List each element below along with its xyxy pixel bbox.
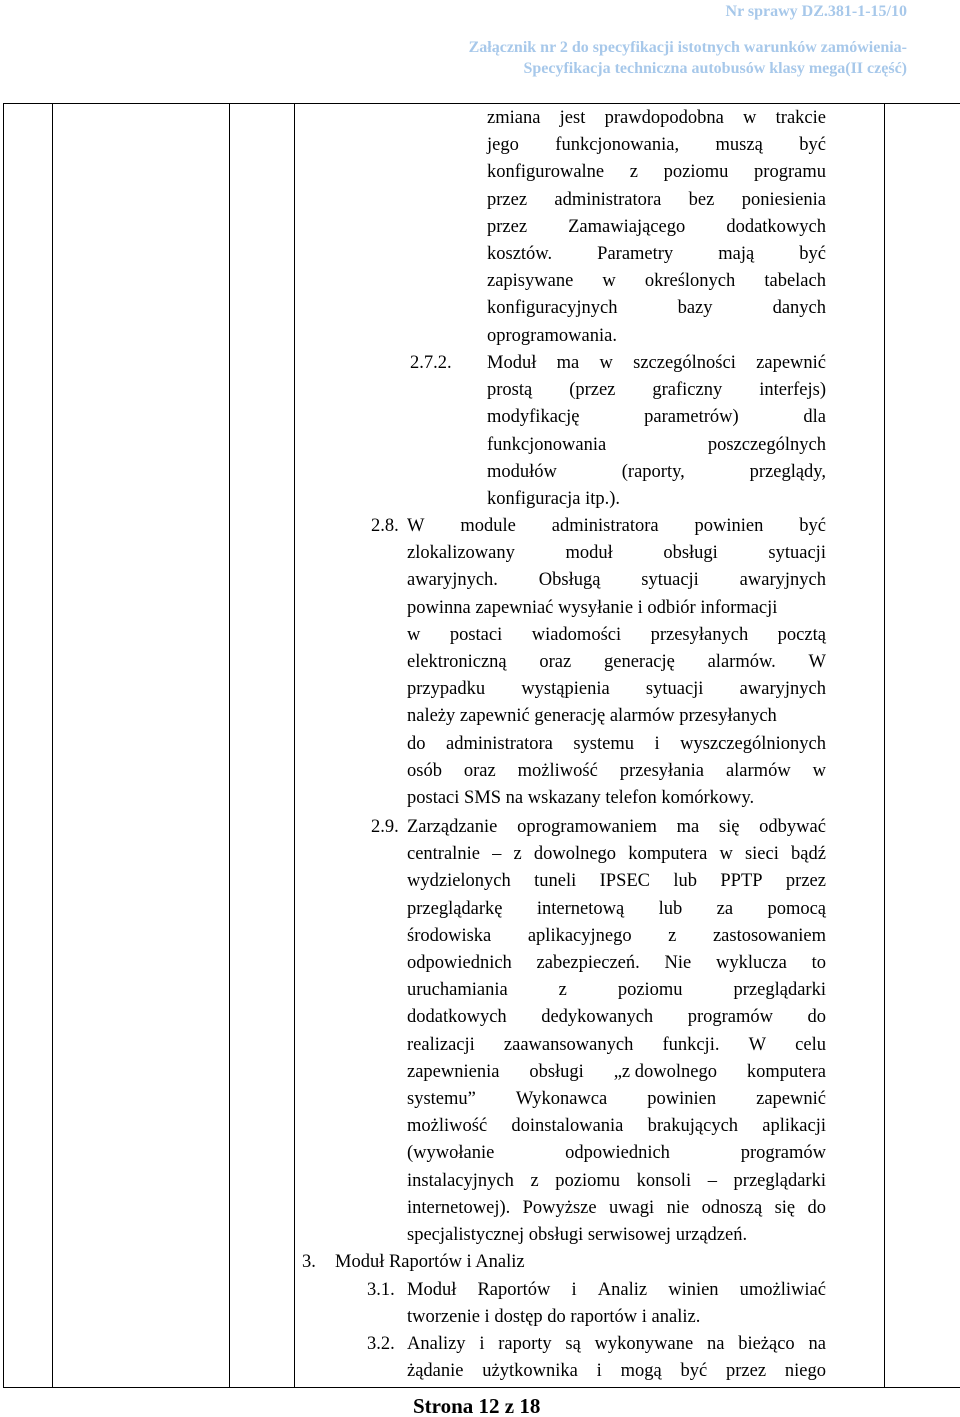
text-line bbox=[407, 841, 826, 868]
word: wyklucza bbox=[715, 953, 787, 973]
word: W bbox=[407, 516, 425, 536]
word: być bbox=[799, 244, 826, 264]
text-line bbox=[487, 159, 826, 186]
text-line bbox=[407, 1304, 700, 1331]
word: programu bbox=[754, 162, 826, 183]
word: być bbox=[680, 1361, 708, 1382]
section-title: Moduł Raportów i Analiz bbox=[335, 1252, 525, 1272]
word: należy zapewnić generację alarmów przesyłanych bbox=[407, 706, 777, 727]
word: aplikacyjnego bbox=[527, 925, 632, 946]
word: systemu bbox=[573, 733, 634, 754]
word: (przez bbox=[569, 380, 616, 401]
word: module bbox=[460, 516, 516, 536]
word: i bbox=[479, 1334, 485, 1354]
word: odpowiednich bbox=[407, 953, 512, 973]
word: internetową bbox=[536, 898, 625, 919]
word: być bbox=[799, 516, 826, 536]
word: dedykowanych bbox=[541, 1007, 654, 1028]
word: zapisywane bbox=[487, 271, 574, 292]
word: konfiguracja itp.). bbox=[487, 489, 621, 509]
word: oraz bbox=[539, 652, 572, 672]
word: poziomu bbox=[617, 980, 683, 1001]
text-line bbox=[407, 1222, 747, 1249]
word: przez bbox=[785, 871, 826, 892]
word: alarmów. bbox=[707, 652, 776, 672]
word: parametrów) bbox=[644, 407, 739, 428]
column-divider bbox=[294, 104, 295, 1387]
text-line bbox=[487, 241, 826, 268]
word: Zarządzanie bbox=[407, 817, 498, 837]
text-line bbox=[407, 868, 826, 895]
word: zlokalizowany bbox=[407, 543, 515, 564]
word: jego bbox=[487, 135, 519, 156]
word: na bbox=[808, 1334, 826, 1354]
word: IPSEC bbox=[599, 871, 651, 892]
word: (wywołanie bbox=[407, 1143, 495, 1164]
word: Wykonawca bbox=[515, 1089, 608, 1109]
word: sieci bbox=[744, 844, 779, 865]
word: w bbox=[719, 844, 733, 865]
item-number: 2.9. bbox=[371, 817, 399, 837]
word: dowolnego bbox=[533, 844, 617, 865]
word: Parametry bbox=[597, 244, 674, 264]
text-line bbox=[407, 513, 826, 540]
word: konfigurowalne bbox=[487, 162, 605, 183]
text-line bbox=[487, 295, 826, 322]
word: Raportów bbox=[477, 1280, 551, 1300]
word: zapewnić bbox=[756, 353, 826, 373]
text-line bbox=[407, 1358, 826, 1385]
text-line bbox=[407, 1086, 826, 1113]
word: poziomu bbox=[555, 1170, 621, 1191]
word: odpowiednich bbox=[565, 1143, 670, 1164]
word: doinstalowania bbox=[511, 1116, 624, 1137]
word: przeglądarkę bbox=[407, 898, 503, 919]
word: moduł bbox=[565, 543, 613, 564]
text-line bbox=[407, 1004, 826, 1031]
word: do bbox=[407, 733, 426, 754]
word: w bbox=[602, 271, 616, 292]
word: W bbox=[808, 652, 826, 672]
text-line bbox=[407, 731, 826, 758]
word: powinien bbox=[694, 516, 764, 536]
page-number: Strona 12 z 18 bbox=[413, 1394, 541, 1417]
word: awaryjnych bbox=[739, 570, 826, 591]
text-line bbox=[407, 676, 826, 703]
word: interfejs) bbox=[759, 380, 826, 401]
word: dodatkowych bbox=[726, 216, 826, 237]
word: i bbox=[596, 1361, 602, 1382]
word: przez bbox=[487, 216, 528, 237]
text-line bbox=[407, 758, 826, 785]
text-line bbox=[487, 404, 826, 431]
word: funkcji. bbox=[662, 1034, 720, 1055]
word: bez bbox=[688, 189, 715, 210]
word: zmiana bbox=[487, 108, 541, 128]
word: Analizy bbox=[407, 1334, 466, 1354]
word: internetowej). bbox=[407, 1197, 511, 1218]
word: mogą bbox=[620, 1361, 662, 1382]
word: winien bbox=[668, 1280, 719, 1300]
word: modułów bbox=[487, 461, 557, 482]
word: przez bbox=[726, 1361, 767, 1382]
word: jest bbox=[559, 108, 586, 128]
word: prostą bbox=[487, 380, 533, 401]
section-number: 3. bbox=[302, 1252, 316, 1272]
word: wyszczególnionych bbox=[680, 733, 826, 754]
word: określonych bbox=[644, 271, 736, 292]
text-line bbox=[407, 622, 826, 649]
word: uruchamiania bbox=[407, 980, 508, 1001]
word: oprogramowaniem bbox=[517, 817, 657, 837]
word: danych bbox=[772, 298, 826, 319]
word: muszą bbox=[715, 135, 763, 156]
text-line bbox=[407, 1277, 826, 1304]
word: żądanie bbox=[407, 1361, 464, 1382]
text-line bbox=[407, 896, 826, 923]
attachment-title-line-2: Specyfikacja techniczna autobusów klasy mega(II część) bbox=[523, 60, 907, 77]
text-line bbox=[407, 1113, 826, 1140]
word: możliwość bbox=[517, 760, 598, 781]
text-line bbox=[487, 268, 826, 295]
word: W bbox=[748, 1034, 767, 1055]
word: kosztów. bbox=[487, 244, 553, 264]
word: systemu” bbox=[407, 1089, 476, 1109]
word: awaryjnych. bbox=[407, 570, 498, 591]
text-line bbox=[487, 350, 826, 377]
text-line bbox=[407, 1032, 826, 1059]
word: – bbox=[492, 844, 502, 865]
word: programów bbox=[687, 1007, 773, 1028]
word: możliwość bbox=[407, 1116, 488, 1137]
word: wykonywane bbox=[594, 1334, 694, 1354]
word: tabelach bbox=[764, 271, 826, 292]
word: niego bbox=[784, 1361, 826, 1382]
text-line bbox=[407, 785, 754, 812]
text-line bbox=[407, 649, 826, 676]
word: aplikacji bbox=[762, 1116, 826, 1137]
word: w bbox=[812, 760, 826, 781]
word: oprogramowania. bbox=[487, 325, 617, 346]
word: „z dowolnego bbox=[613, 1061, 717, 1082]
word: zaawansowanych bbox=[503, 1034, 634, 1055]
word: wydzielonych bbox=[407, 871, 511, 892]
word: graficzny bbox=[652, 380, 723, 401]
word: specjalistycznej obsługi serwisowej urządzeń. bbox=[407, 1225, 748, 1245]
word: Obsługą bbox=[538, 570, 601, 591]
word: elektroniczną bbox=[407, 652, 507, 672]
word: Moduł bbox=[487, 353, 537, 373]
word: lub bbox=[673, 871, 698, 892]
word: sytuacji bbox=[641, 570, 699, 591]
word: alarmów bbox=[725, 760, 791, 781]
item-number: 2.8. bbox=[371, 516, 399, 536]
column-divider bbox=[884, 104, 885, 1387]
word: osób bbox=[407, 760, 442, 781]
word: realizacji bbox=[407, 1034, 475, 1055]
text-line bbox=[487, 486, 620, 513]
text-line bbox=[487, 459, 826, 486]
word: postaci bbox=[449, 624, 503, 645]
word: z bbox=[558, 980, 567, 1001]
word: komputera bbox=[628, 844, 708, 865]
word: i bbox=[571, 1280, 577, 1300]
word: brakujących bbox=[647, 1116, 739, 1137]
word: tworzenie i dostęp do raportów i analiz. bbox=[407, 1307, 701, 1328]
word: ma bbox=[556, 353, 580, 373]
word: postaci SMS na wskazany telefon komórkowy. bbox=[407, 788, 755, 808]
word: przesyłania bbox=[619, 760, 705, 781]
word: konsoli bbox=[636, 1170, 692, 1191]
word: zapewnić bbox=[756, 1089, 826, 1109]
word: nie bbox=[666, 1197, 690, 1218]
word: instalacyjnych bbox=[407, 1170, 514, 1191]
word: środowiska bbox=[407, 925, 492, 946]
word: do bbox=[807, 1007, 826, 1028]
word: się bbox=[774, 1197, 796, 1218]
word: się bbox=[718, 817, 740, 837]
word: poszczególnych bbox=[707, 434, 826, 455]
word: i bbox=[654, 733, 660, 754]
word: raporty bbox=[498, 1334, 552, 1354]
item-number: 3.1. bbox=[367, 1280, 395, 1300]
word: Analiz bbox=[597, 1280, 648, 1300]
text-line bbox=[407, 977, 826, 1004]
word: być bbox=[799, 135, 826, 156]
text-line bbox=[487, 105, 826, 132]
word: przeglądarki bbox=[733, 980, 826, 1001]
word: centralnie bbox=[407, 844, 480, 865]
word: uwagi bbox=[608, 1197, 655, 1218]
word: programów bbox=[740, 1143, 826, 1164]
word: zabezpieczeń. bbox=[536, 953, 640, 973]
word: w bbox=[599, 353, 613, 373]
word: administratora bbox=[445, 733, 553, 754]
word: pocztą bbox=[777, 624, 826, 645]
word: – bbox=[707, 1170, 717, 1191]
word: wystąpienia bbox=[521, 679, 610, 700]
word: obsługi bbox=[663, 543, 718, 564]
word: umożliwiać bbox=[739, 1280, 826, 1300]
word: przez bbox=[487, 189, 528, 210]
word: funkcjonowania, bbox=[555, 135, 680, 156]
word: z bbox=[530, 1170, 539, 1191]
word: z bbox=[513, 844, 522, 865]
word: sytuacji bbox=[645, 679, 704, 700]
word: (raporty, bbox=[621, 461, 685, 482]
word: obsługi bbox=[529, 1061, 584, 1082]
word: komputera bbox=[746, 1061, 826, 1082]
word: Nie bbox=[664, 953, 692, 973]
word: lub bbox=[658, 898, 683, 919]
word: przypadku bbox=[407, 679, 486, 700]
word: PPTP bbox=[720, 871, 763, 892]
word: pomocą bbox=[767, 898, 826, 919]
attachment-title-line-1: Załącznik nr 2 do specyfikacji istotnych warunków zamówienia- bbox=[468, 39, 907, 56]
text-line bbox=[407, 567, 826, 594]
word: modyfikację bbox=[487, 407, 580, 428]
word: dodatkowych bbox=[407, 1007, 507, 1028]
text-line bbox=[407, 950, 826, 977]
word: w bbox=[743, 108, 757, 128]
word: trakcie bbox=[775, 108, 826, 128]
item-number: 2.7.2. bbox=[410, 353, 452, 373]
word: Moduł bbox=[407, 1280, 457, 1300]
text-line bbox=[487, 214, 826, 241]
word: przeglądarki bbox=[733, 1170, 826, 1191]
word: poniesienia bbox=[741, 189, 826, 210]
word: są bbox=[565, 1334, 581, 1354]
word: z bbox=[629, 162, 638, 183]
word: powinien bbox=[647, 1089, 717, 1109]
word: tuneli bbox=[534, 871, 577, 892]
word: mają bbox=[718, 244, 755, 264]
text-line bbox=[487, 132, 826, 159]
word: zastosowaniem bbox=[712, 925, 826, 946]
word: to bbox=[811, 953, 826, 973]
word: Zamawiającego bbox=[568, 216, 686, 237]
text-line bbox=[487, 323, 617, 350]
word: bieżąco bbox=[738, 1334, 795, 1354]
word: prawdopodobna bbox=[604, 108, 724, 128]
word: za bbox=[716, 898, 734, 919]
word: na bbox=[706, 1334, 725, 1354]
word: awaryjnych bbox=[739, 679, 826, 700]
word: odnoszą bbox=[701, 1197, 763, 1218]
text-line bbox=[487, 432, 826, 459]
text-line bbox=[487, 377, 826, 404]
word: przesyłanych bbox=[650, 624, 749, 645]
word: funkcjonowania bbox=[487, 434, 607, 455]
word: konfiguracyjnych bbox=[487, 298, 618, 319]
text-line bbox=[487, 187, 826, 214]
text-line bbox=[407, 1168, 826, 1195]
word: administratora bbox=[551, 516, 659, 536]
case-number: Nr sprawy DZ.381-1-15/10 bbox=[725, 3, 907, 20]
word: oraz bbox=[463, 760, 496, 781]
item-number: 3.2. bbox=[367, 1334, 395, 1354]
word: wiadomości bbox=[531, 624, 622, 645]
word: do bbox=[807, 1197, 826, 1218]
word: przeglądy, bbox=[749, 461, 826, 482]
word: użytkownika bbox=[482, 1361, 578, 1382]
word: odbywać bbox=[759, 817, 826, 837]
word: z bbox=[668, 925, 677, 946]
column-divider bbox=[229, 104, 230, 1387]
word: poziomu bbox=[663, 162, 729, 183]
text-line bbox=[407, 703, 777, 730]
column-divider bbox=[52, 104, 53, 1387]
text-line bbox=[407, 595, 777, 622]
word: szczególności bbox=[633, 353, 736, 373]
word: sytuacji bbox=[768, 543, 826, 564]
text-line bbox=[407, 1059, 826, 1086]
text-line bbox=[407, 1140, 826, 1167]
word: ma bbox=[676, 817, 700, 837]
word: Powyższe bbox=[522, 1197, 597, 1218]
text-line bbox=[407, 1195, 826, 1222]
text-line bbox=[407, 923, 826, 950]
text-line bbox=[407, 1331, 826, 1358]
word: bądź bbox=[791, 844, 826, 865]
text-line bbox=[407, 540, 826, 567]
word: administratora bbox=[554, 189, 662, 210]
word: celu bbox=[795, 1034, 826, 1055]
word: dla bbox=[803, 407, 826, 428]
text-line bbox=[407, 814, 826, 841]
word: bazy bbox=[677, 298, 713, 319]
word: zapewnienia bbox=[407, 1061, 500, 1082]
word: generację bbox=[603, 652, 675, 672]
word: w bbox=[407, 624, 421, 645]
word: powinna zapewniać wysyłanie i odbiór informacji bbox=[407, 597, 778, 618]
